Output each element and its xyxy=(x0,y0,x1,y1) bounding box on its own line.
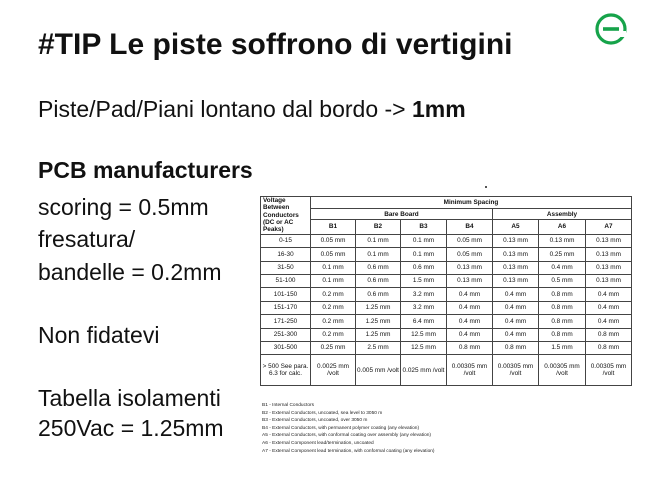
spacing-cell: 0.13 mm xyxy=(586,248,632,261)
table-notes xyxy=(262,402,435,455)
spacing-cell: 0.4 mm xyxy=(586,301,632,314)
spacing-cell: 0.2 mm xyxy=(311,301,356,314)
column-header: B3 xyxy=(401,220,447,234)
spacing-cell: 0.13 mm xyxy=(493,261,539,274)
tabella-isolamenti-text: Tabella isolamenti xyxy=(38,385,221,411)
spacing-cell: 6.4 mm xyxy=(401,315,447,328)
bare-board-header: Bare Board xyxy=(311,209,493,220)
column-header: B1 xyxy=(311,220,356,234)
voltage-cell: 51-100 xyxy=(261,274,311,287)
spacing-cell: 0.2 mm xyxy=(311,328,356,341)
spacing-cell: 0.00305 mm /volt xyxy=(447,355,493,386)
spacing-cell: 0.8 mm xyxy=(539,328,586,341)
spacing-cell: 0.4 mm xyxy=(447,328,493,341)
spacing-cell: 1.5 mm xyxy=(401,274,447,287)
voltage-cell: 151-170 xyxy=(261,301,311,314)
spacing-cell: 0.6 mm xyxy=(356,261,401,274)
spacing-cell: 0.6 mm xyxy=(356,288,401,301)
spacing-cell: 0.4 mm xyxy=(586,315,632,328)
table-row xyxy=(261,274,632,287)
voltage-cell: > 500 See para. 6.3 for calc. xyxy=(261,355,311,386)
spacing-cell: 0.1 mm xyxy=(401,234,447,247)
voltage-cell: 171-250 xyxy=(261,315,311,328)
spacing-cell: 0.8 mm xyxy=(447,341,493,354)
table-body xyxy=(261,234,632,386)
spacing-cell: 1.25 mm xyxy=(356,328,401,341)
table-row xyxy=(261,288,632,301)
spacing-cell: 0.13 mm xyxy=(586,261,632,274)
column-header: B2 xyxy=(356,220,401,234)
spacing-cell: 0.00305 mm /volt xyxy=(493,355,539,386)
slide-title: #TIP Le piste soffrono di vertigini xyxy=(38,28,513,61)
non-fidatevi-text: Non fidatevi xyxy=(38,322,160,348)
spacing-cell: 0.00305 mm /volt xyxy=(539,355,586,386)
spacing-cell: 0.13 mm xyxy=(493,248,539,261)
spacing-cell: 0.4 mm xyxy=(447,301,493,314)
spacing-cell: 0.4 mm xyxy=(493,315,539,328)
spacing-cell: 0.13 mm xyxy=(493,274,539,287)
spacing-cell: 0.4 mm xyxy=(539,261,586,274)
spacing-cell: 0.8 mm xyxy=(539,301,586,314)
bandelle-text: bandelle = 0.2mm xyxy=(38,259,222,285)
spacing-cell: 0.13 mm xyxy=(447,274,493,287)
table-row xyxy=(261,261,632,274)
column-header: A7 xyxy=(586,220,632,234)
spacing-cell: 0.00305 mm /volt xyxy=(586,355,632,386)
spacing-cell: 0.2 mm xyxy=(311,288,356,301)
spacing-cell: 0.4 mm xyxy=(493,328,539,341)
scoring-text: scoring = 0.5mm xyxy=(38,194,209,220)
table-note: B4 - External Conductors, with permanent polymer coating (any elevation) xyxy=(262,425,420,431)
spacing-cell: 0.8 mm xyxy=(586,341,632,354)
spacing-cell: 0.4 mm xyxy=(447,288,493,301)
spacing-cell: 0.2 mm xyxy=(311,315,356,328)
spacing-cell: 0.05 mm xyxy=(311,248,356,261)
spacing-cell: 0.13 mm xyxy=(539,234,586,247)
voltage-cell: 301-500 xyxy=(261,341,311,354)
voltage-header: Voltage Between Conductors (DC or AC Peaks) xyxy=(261,197,311,235)
spacing-cell: 3.2 mm xyxy=(401,288,447,301)
spacing-cell: 0.25 mm xyxy=(539,248,586,261)
spacing-cell: 0.025 mm /volt xyxy=(401,355,447,386)
table-row xyxy=(261,315,632,328)
spacing-cell: 0.25 mm xyxy=(311,341,356,354)
spacing-cell: 0.13 mm xyxy=(493,234,539,247)
vac-spacing-text: 250Vac = 1.25mm xyxy=(38,415,224,441)
column-header: B4 xyxy=(447,220,493,234)
spacing-cell: 0.05 mm xyxy=(447,234,493,247)
spacing-cell: 0.6 mm xyxy=(356,274,401,287)
spacing-cell: 0.4 mm xyxy=(493,301,539,314)
table-row xyxy=(261,234,632,247)
spacing-cell: 0.1 mm xyxy=(356,234,401,247)
spacing-cell: 0.5 mm xyxy=(539,274,586,287)
column-header: A5 xyxy=(493,220,539,234)
table-row xyxy=(261,328,632,341)
spacing-cell: 0.8 mm xyxy=(493,341,539,354)
pcb-manufacturers-heading: PCB manufacturers xyxy=(38,157,253,183)
spacing-cell: 0.05 mm xyxy=(311,234,356,247)
table-note: A6 - External Component lead/termination, uncoated xyxy=(262,440,374,446)
voltage-cell: 16-30 xyxy=(261,248,311,261)
table-note: A5 - External Conductors, with conformal coating over assembly (any elevation) xyxy=(262,433,432,439)
table-row xyxy=(261,355,632,386)
spacing-cell: 0.1 mm xyxy=(311,274,356,287)
spacing-cell: 0.1 mm xyxy=(356,248,401,261)
assembly-header: Assembly xyxy=(493,209,632,220)
spacing-cell: 1.5 mm xyxy=(539,341,586,354)
table-row xyxy=(261,301,632,314)
spacing-cell: 0.1 mm xyxy=(311,261,356,274)
spacing-cell: 2.5 mm xyxy=(356,341,401,354)
voltage-cell: 0-15 xyxy=(261,234,311,247)
spacing-cell: 12.5 mm xyxy=(401,328,447,341)
voltage-cell: 101-150 xyxy=(261,288,311,301)
spacing-cell: 0.6 mm xyxy=(401,261,447,274)
spacing-cell: 0.0025 mm /volt xyxy=(311,355,356,386)
spacing-cell: 0.8 mm xyxy=(539,288,586,301)
table-row xyxy=(261,341,632,354)
table-note: B1 - Internal Conductors xyxy=(262,403,314,408)
spacing-cell: 0.005 mm /volt xyxy=(356,355,401,386)
table-note: B3 - External Conductors, uncoated, over 3050 m xyxy=(262,418,368,424)
minimum-spacing-header: Minimum Spacing xyxy=(311,197,632,209)
table-note: A7 - External Component lead termination, with conformal coating (any elevation) xyxy=(262,448,435,454)
scan-mark xyxy=(485,186,487,188)
voltage-cell: 31-50 xyxy=(261,261,311,274)
table-row xyxy=(261,248,632,261)
eagle-e-logo-icon xyxy=(594,12,628,46)
table-note: B2 - External Conductors, uncoated, sea level to 3050 m xyxy=(262,410,383,416)
column-header: A6 xyxy=(539,220,586,234)
edge-clearance-label: Piste/Pad/Piani lontano dal bordo -> xyxy=(38,96,412,122)
spacing-cell: 0.8 mm xyxy=(586,328,632,341)
spacing-cell: 1.25 mm xyxy=(356,301,401,314)
spacing-table xyxy=(260,196,632,386)
spacing-cell: 1.25 mm xyxy=(356,315,401,328)
spacing-cell: 0.13 mm xyxy=(447,261,493,274)
spacing-cell: 0.1 mm xyxy=(401,248,447,261)
spacing-cell: 0.4 mm xyxy=(493,288,539,301)
edge-clearance-text xyxy=(38,96,466,123)
spacing-cell: 0.4 mm xyxy=(586,288,632,301)
spacing-cell: 3.2 mm xyxy=(401,301,447,314)
voltage-cell: 251-300 xyxy=(261,328,311,341)
spacing-cell: 12.5 mm xyxy=(401,341,447,354)
spacing-cell: 0.8 mm xyxy=(539,315,586,328)
edge-clearance-value: 1mm xyxy=(412,96,466,122)
spacing-cell: 0.13 mm xyxy=(586,274,632,287)
spacing-cell: 0.13 mm xyxy=(586,234,632,247)
fresatura-text: fresatura/ xyxy=(38,226,136,252)
spacing-cell: 0.05 mm xyxy=(447,248,493,261)
spacing-cell: 0.4 mm xyxy=(447,315,493,328)
